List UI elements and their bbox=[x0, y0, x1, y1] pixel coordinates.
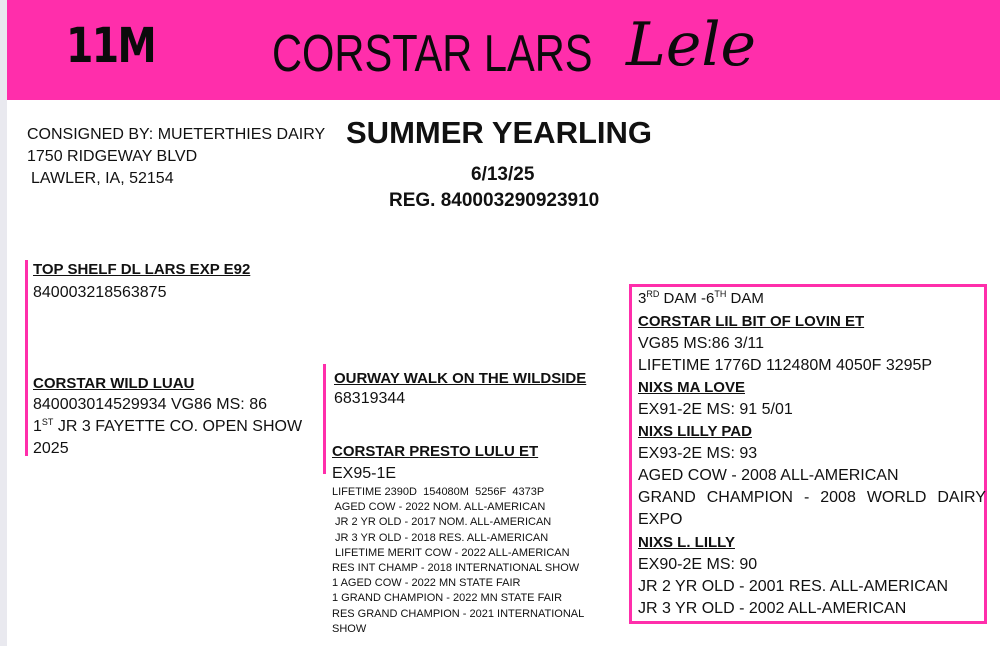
sixth-dam-award-1: JR 2 YR OLD - 2001 RES. ALL-AMERICAN bbox=[638, 578, 949, 595]
fifth-dam-score: EX93-2E MS: 93 bbox=[638, 445, 758, 462]
sixth-dam-score: EX90-2E MS: 90 bbox=[638, 556, 758, 573]
grand-champion-word: CHAMPION bbox=[706, 489, 793, 506]
granddam-name: CORSTAR PRESTO LULU ET bbox=[332, 443, 539, 460]
granddam-record-line: LIFETIME 2390D 154080M 5256F 4373P bbox=[332, 486, 545, 498]
grand-champion-word: - bbox=[803, 489, 810, 506]
granddam-record-line: 1 GRAND CHAMPION - 2022 MN STATE FAIR bbox=[332, 592, 563, 605]
dam-show-text: JR 3 FAYETTE CO. OPEN SHOW bbox=[53, 418, 303, 435]
dam-reg: 840003014529934 bbox=[33, 396, 167, 413]
third-dam-name: CORSTAR LIL BIT OF LOVIN ET bbox=[638, 313, 865, 330]
sire-reg: 840003218563875 bbox=[33, 284, 167, 301]
grand-champion-word: WORLD bbox=[866, 489, 927, 506]
granddam-records bbox=[332, 485, 622, 637]
pedigree-bar-left bbox=[25, 260, 28, 456]
pedigree-bar-middle bbox=[323, 364, 326, 474]
animal-nickname: Lele bbox=[626, 10, 757, 80]
dams-heading-mid: DAM -6 bbox=[659, 290, 715, 307]
granddam-record-line: 1 AGED COW - 2022 MN STATE FAIR bbox=[332, 577, 521, 590]
sire-name: TOP SHELF DL LARS EXP E92 bbox=[33, 261, 251, 278]
consignor-line: CONSIGNED BY: MUETERTHIES DAIRY bbox=[27, 126, 326, 143]
third-dam-score: VG85 MS:86 3/11 bbox=[638, 335, 764, 352]
third-dam-lifetime: LIFETIME 1776D 112480M 4050F 3295P bbox=[638, 357, 933, 374]
animal-name: CORSTAR LARS bbox=[272, 25, 593, 83]
sixth-dam-award-2: JR 3 YR OLD - 2002 ALL-AMERICAN bbox=[638, 600, 907, 617]
granddam-record-line: SHOW bbox=[332, 622, 367, 635]
dam-sire-reg: 68319344 bbox=[334, 390, 406, 407]
registration-number: REG. 840003290923910 bbox=[389, 190, 600, 211]
grand-champion-word: 2008 bbox=[820, 489, 856, 506]
dam-show-result bbox=[33, 418, 302, 436]
fifth-dam-name: NIXS LILLY PAD bbox=[638, 423, 752, 440]
dam-show-sup: ST bbox=[41, 417, 54, 427]
granddam-score: EX95-1E bbox=[332, 465, 397, 482]
dams-heading-start: 3 bbox=[638, 290, 647, 307]
granddam-record-line: JR 2 YR OLD - 2017 NOM. ALL-AMERICAN bbox=[332, 516, 552, 529]
dams-heading-end: DAM bbox=[726, 290, 764, 307]
consignor-city: LAWLER, IA, 52154 bbox=[31, 170, 174, 187]
granddam-record-line: LIFETIME MERIT COW - 2022 ALL-AMERICAN bbox=[332, 546, 570, 559]
dams-heading-sup-1: RD bbox=[646, 289, 660, 299]
consignor-address: 1750 RIDGEWAY BLVD bbox=[27, 148, 198, 165]
fourth-dam-name: NIXS MA LOVE bbox=[638, 379, 745, 396]
granddam-record-line: RES INT CHAMP - 2018 INTERNATIONAL SHOW bbox=[332, 562, 580, 575]
dam-score: VG86 MS: 86 bbox=[170, 396, 267, 413]
granddam-record-line: RES GRAND CHAMPION - 2021 INTERNATIONAL bbox=[332, 607, 585, 620]
class-title: SUMMER YEARLING bbox=[346, 115, 653, 150]
dam-show-year: 2025 bbox=[33, 440, 69, 457]
fifth-dam-award: AGED COW - 2008 ALL-AMERICAN bbox=[638, 467, 899, 484]
fifth-dam-expo: EXPO bbox=[638, 511, 683, 528]
granddam-record-line: AGED COW - 2022 NOM. ALL-AMERICAN bbox=[332, 501, 546, 514]
lot-number: 11M bbox=[66, 18, 156, 74]
sixth-dam-name: NIXS L. LILLY bbox=[638, 534, 735, 551]
grand-champion-word: GRAND bbox=[638, 489, 696, 506]
dam-show-ordinal: 1 bbox=[33, 418, 42, 435]
dams-box-heading bbox=[638, 290, 764, 307]
dam-reg-score bbox=[33, 396, 267, 414]
birth-date: 6/13/25 bbox=[471, 164, 535, 185]
fifth-dam-grand-champion bbox=[638, 489, 986, 507]
granddam-record-line: JR 3 YR OLD - 2018 RES. ALL-AMERICAN bbox=[332, 531, 549, 544]
dams-heading-sup-2: TH bbox=[714, 289, 727, 299]
dam-sire-name: OURWAY WALK ON THE WILDSIDE bbox=[334, 370, 587, 387]
dam-name: CORSTAR WILD LUAU bbox=[33, 375, 195, 392]
grand-champion-word: DAIRY bbox=[937, 489, 986, 506]
fourth-dam-score: EX91-2E MS: 91 5/01 bbox=[638, 401, 793, 418]
